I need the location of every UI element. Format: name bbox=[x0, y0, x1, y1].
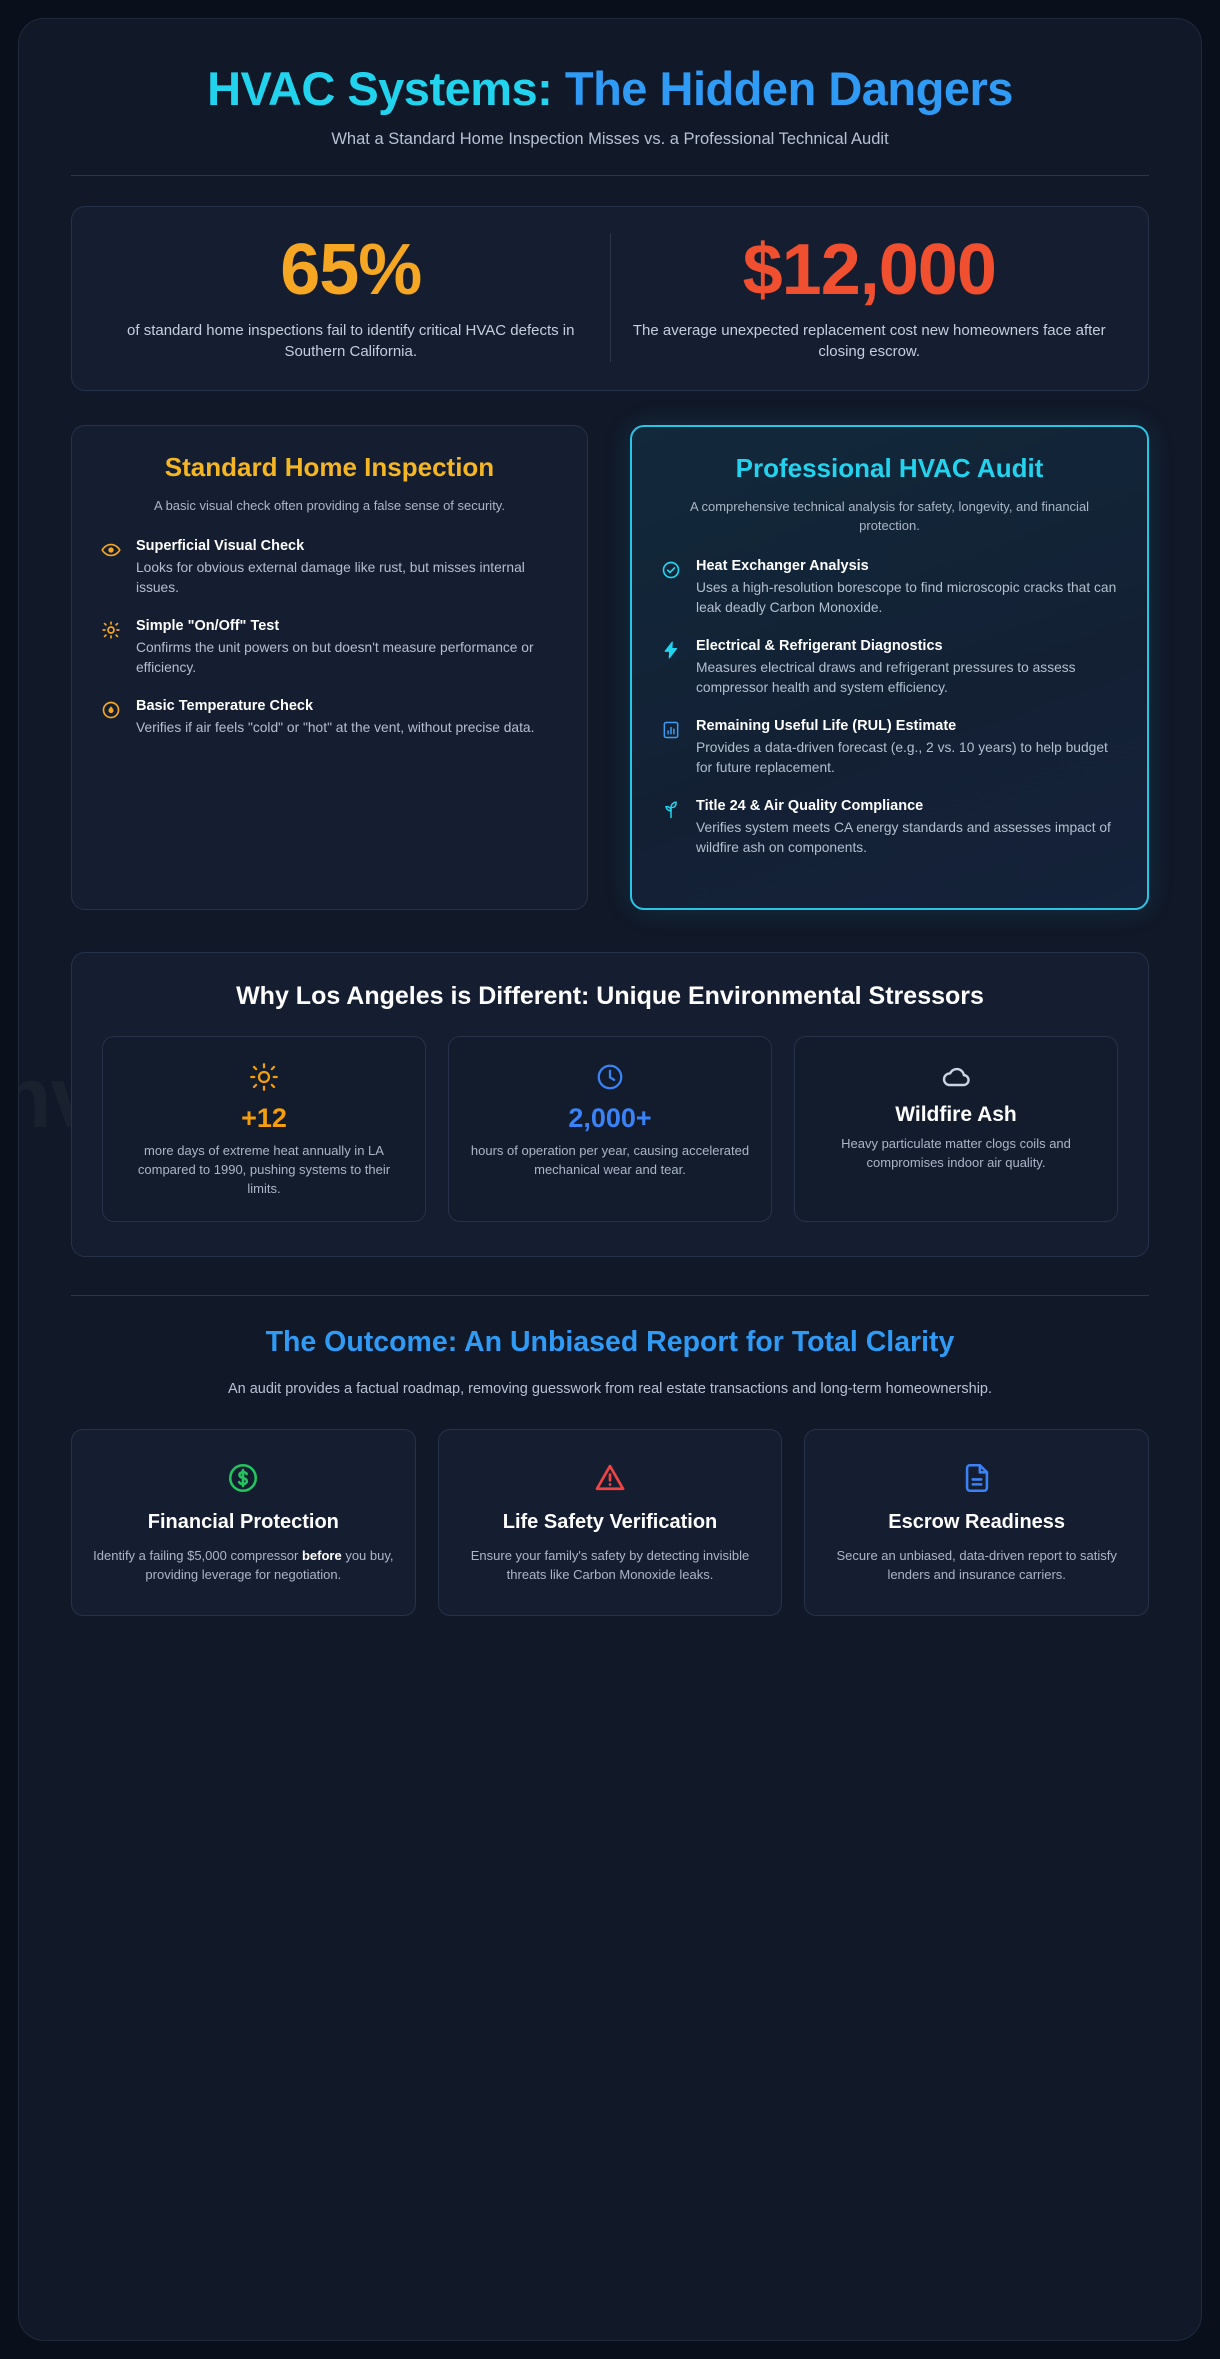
eye-icon bbox=[100, 538, 122, 598]
environment-value-heat: +12 bbox=[241, 1103, 287, 1134]
list-item-body: Verifies if air feels "cold" or "hot" at the vent, without precise data. bbox=[136, 720, 535, 736]
environment-body-hours: hours of operation per year, causing accelerated mechanical wear and tear. bbox=[470, 1143, 750, 1178]
thermometer-icon bbox=[100, 698, 122, 738]
bolt-icon bbox=[660, 638, 682, 698]
environment-cards bbox=[102, 1036, 1118, 1222]
list-item bbox=[660, 718, 1119, 778]
professional-audit-items bbox=[660, 558, 1119, 858]
outcome-card-title: Life Safety Verification bbox=[502, 1510, 718, 1533]
stat-value-cost: $12,000 bbox=[742, 229, 996, 310]
outcome-card-safety bbox=[438, 1429, 783, 1616]
dollar-circle-icon bbox=[92, 1456, 395, 1500]
list-item-heading: Simple "On/Off" Test bbox=[136, 618, 280, 635]
header-divider bbox=[71, 175, 1149, 176]
list-item bbox=[660, 558, 1119, 618]
standard-inspection-items bbox=[100, 538, 559, 738]
environment-value-ash: Wildfire Ash bbox=[895, 1103, 1017, 1127]
outcome-card-body bbox=[459, 1546, 762, 1585]
power-sun-icon bbox=[100, 618, 122, 678]
page-title-part2: The Hidden bbox=[564, 62, 816, 115]
key-stats-panel bbox=[71, 206, 1149, 391]
list-item bbox=[660, 798, 1119, 858]
stat-value-percentage: 65% bbox=[280, 229, 422, 310]
infographic-page bbox=[18, 18, 1202, 2341]
list-item-heading: Basic Temperature Check bbox=[136, 698, 314, 715]
list-item bbox=[660, 638, 1119, 698]
outcome-body-pre: Ensure your family's safety by detecting invisible threats like Carbon Monoxide leaks. bbox=[470, 1547, 750, 1583]
sun-icon bbox=[121, 1057, 407, 1097]
standard-inspection-lead: A basic visual check often providing a false sense of security. bbox=[154, 498, 505, 514]
page-subtitle: What a Standard Home Inspection Misses vs. a Professional Technical Audit bbox=[331, 129, 889, 148]
page-title bbox=[71, 53, 1149, 116]
outcome-body-post: you buy, providing leverage for negotiation. bbox=[145, 1547, 394, 1583]
standard-inspection-title: Standard Home Inspection bbox=[164, 452, 495, 483]
cloud-icon bbox=[813, 1057, 1099, 1097]
outcome-title: The Outcome: An Unbiased Report for Total Clarity bbox=[265, 1325, 955, 1358]
professional-audit-card bbox=[630, 425, 1149, 910]
outcome-body-pre: Identify a failing $5,000 compressor bbox=[93, 1547, 302, 1563]
environment-card-hours bbox=[448, 1036, 772, 1222]
warning-triangle-icon bbox=[459, 1456, 762, 1500]
document-icon bbox=[825, 1456, 1128, 1500]
list-item-body: Confirms the unit powers on but doesn't measure performance or efficiency. bbox=[136, 640, 534, 676]
list-item-heading: Superficial Visual Check bbox=[136, 538, 305, 555]
professional-audit-lead: A comprehensive technical analysis for safety, longevity, and financial protection. bbox=[689, 499, 1090, 534]
outcome-body-pre: Secure an unbiased, data-driven report to satisfy lenders and insurance carriers. bbox=[836, 1547, 1117, 1583]
environment-body-heat: more days of extreme heat annually in LA compared to 1990, pushing systems to their limits. bbox=[137, 1143, 391, 1196]
outcome-card-escrow bbox=[804, 1429, 1149, 1616]
list-item-body: Verifies system meets CA energy standards and assesses impact of wildfire ash on components. bbox=[696, 819, 1111, 855]
page-title-part3: Dangers bbox=[828, 62, 1013, 115]
list-item-body: Uses a high-resolution borescope to find microscopic cracks that can leak deadly Carbon Monoxide. bbox=[696, 579, 1117, 615]
list-item bbox=[100, 538, 559, 598]
list-item-heading: Remaining Useful Life (RUL) Estimate bbox=[696, 717, 957, 734]
list-item-body: Measures electrical draws and refrigerant pressures to assess compressor health and system efficiency. bbox=[696, 659, 1076, 695]
clock-icon bbox=[467, 1057, 753, 1097]
professional-audit-title: Professional HVAC Audit bbox=[735, 453, 1044, 484]
list-item bbox=[100, 698, 559, 738]
bar-chart-icon bbox=[660, 718, 682, 778]
environment-value-hours: 2,000+ bbox=[568, 1103, 652, 1134]
standard-inspection-card bbox=[71, 425, 588, 910]
outcome-card-body bbox=[825, 1546, 1128, 1585]
environment-body-ash: Heavy particulate matter clogs coils and compromises indoor air quality. bbox=[841, 1136, 1071, 1171]
stat-block-percentage bbox=[92, 229, 610, 362]
environment-section bbox=[71, 952, 1149, 1257]
stat-block-cost bbox=[610, 229, 1129, 362]
outcome-divider bbox=[71, 1295, 1149, 1296]
stat-desc-cost: The average unexpected replacement cost new homeowners face after closing escrow. bbox=[632, 321, 1106, 360]
outcome-subtitle: An audit provides a factual roadmap, removing guesswork from real estate transactions and long-term homeownership. bbox=[227, 1380, 993, 1397]
check-circle-icon bbox=[660, 558, 682, 618]
stat-desc-percentage: of standard home inspections fail to identify critical HVAC defects in Southern California. bbox=[127, 321, 575, 360]
outcome-card-title: Escrow Readiness bbox=[888, 1510, 1066, 1533]
list-item bbox=[100, 618, 559, 678]
list-item-body: Looks for obvious external damage like rust, but misses internal issues. bbox=[136, 560, 525, 596]
list-item-heading: Electrical & Refrigerant Diagnostics bbox=[696, 637, 943, 654]
outcome-card-title: Financial Protection bbox=[147, 1510, 339, 1533]
list-item-heading: Heat Exchanger Analysis bbox=[696, 557, 869, 574]
page-title-part1: HVAC Systems: bbox=[207, 62, 565, 115]
list-item-heading: Title 24 & Air Quality Compliance bbox=[696, 797, 924, 814]
environment-title: Why Los Angeles is Different: Unique Environmental Stressors bbox=[236, 981, 984, 1010]
outcome-body-bold: before bbox=[301, 1547, 342, 1563]
comparison-section bbox=[71, 425, 1149, 910]
leaf-icon bbox=[660, 798, 682, 858]
outcome-card-financial bbox=[71, 1429, 416, 1616]
list-item-body: Provides a data-driven forecast (e.g., 2 vs. 10 years) to help budget for future replacement. bbox=[696, 739, 1108, 775]
environment-card-ash bbox=[794, 1036, 1118, 1222]
outcome-cards bbox=[71, 1429, 1149, 1616]
environment-card-heat bbox=[102, 1036, 426, 1222]
outcome-card-body bbox=[92, 1546, 395, 1585]
